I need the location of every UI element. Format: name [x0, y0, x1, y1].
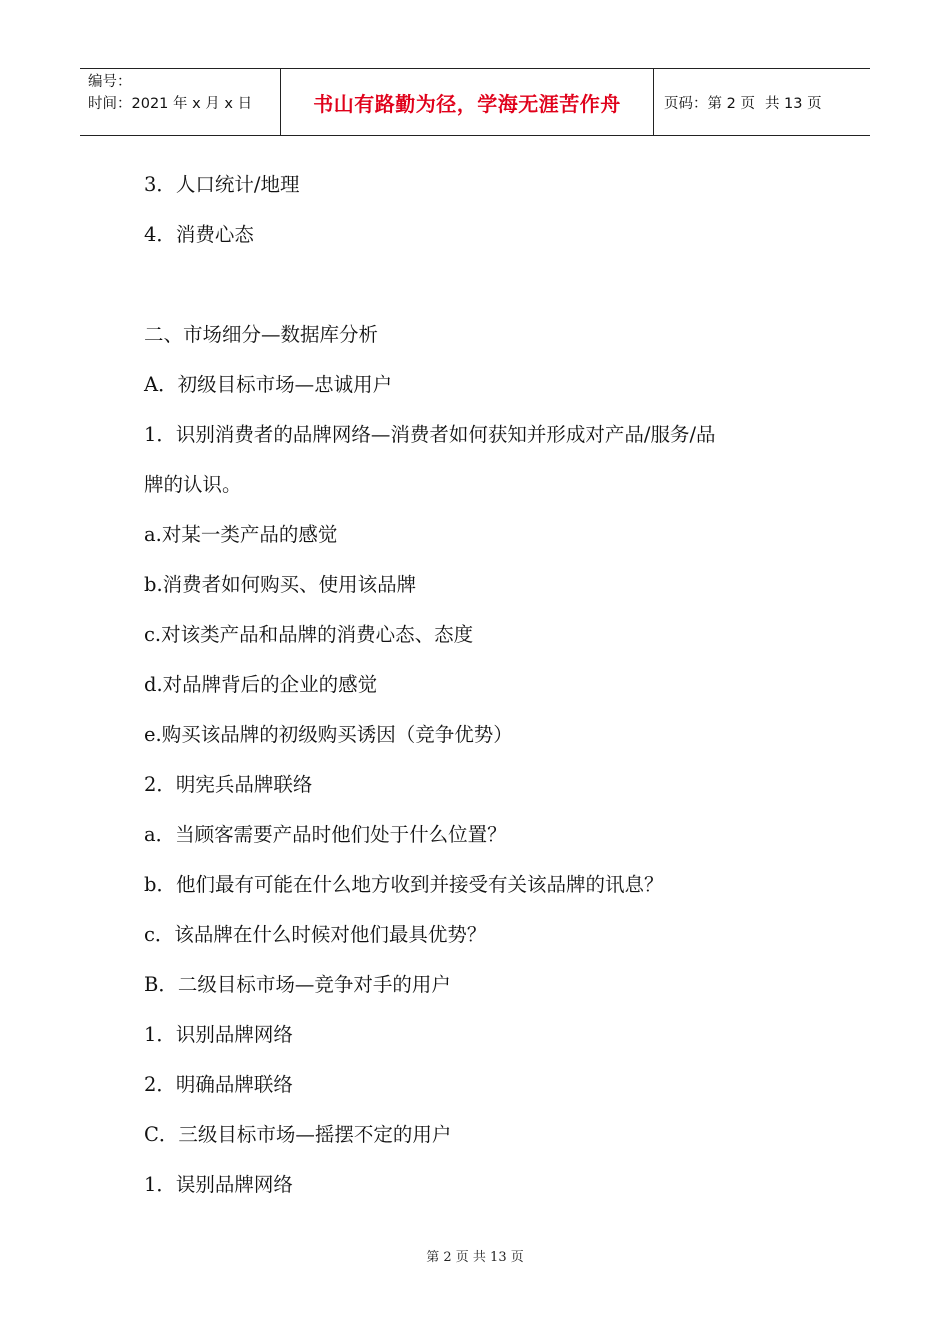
body-line: d.对品牌背后的企业的感觉: [144, 673, 378, 696]
body-line: 2．明确品牌联络: [144, 1073, 293, 1096]
document-body: [144, 160, 824, 1210]
header-motto: 书山有路勤为径，学海无涯苦作舟: [281, 69, 654, 135]
body-line: a．当顾客需要产品时他们处于什么位置？: [144, 823, 507, 846]
body-line: A．初级目标市场—忠诚用户: [144, 373, 393, 396]
document-date-label: 时间：2021 年 x 月 x 日: [88, 96, 253, 112]
body-line: 1．识别消费者的品牌网络—消费者如何获知并形成对产品/服务/品: [144, 423, 716, 446]
page-footer: 第 2 页 共 13 页: [426, 1250, 524, 1265]
body-line: b.消费者如何购买、使用该品牌: [144, 573, 417, 596]
body-line: c．该品牌在什么时候对他们最具优势？: [144, 923, 487, 946]
header-page-info: [654, 69, 870, 135]
body-line: 1．识别品牌网络: [144, 1023, 293, 1046]
body-line: 4．消费心态: [144, 223, 254, 246]
blank-line: [144, 260, 824, 310]
body-line: C．三级目标市场—摇摆不定的用户: [144, 1123, 452, 1146]
page-header: [80, 68, 870, 136]
body-line: 3．人口统计/地理: [144, 173, 300, 196]
body-line: 牌的认识。: [144, 473, 242, 496]
body-line: c.对该类产品和品牌的消费心态、态度: [144, 623, 474, 646]
body-line: B．二级目标市场—竞争对手的用户: [144, 973, 451, 996]
header-meta: [80, 69, 281, 135]
body-line: b．他们最有可能在什么地方收到并接受有关该品牌的讯息？: [144, 873, 664, 896]
body-line: 2．明宪兵品牌联络: [144, 773, 313, 796]
document-number-label: 编号：: [88, 74, 132, 90]
page-number-label: 页码：第 2 页: [664, 95, 755, 112]
body-line: 1．误别品牌网络: [144, 1173, 293, 1196]
page-total-label: 共 13 页: [764, 95, 822, 112]
section-heading: 二、市场细分—数据库分析: [144, 323, 379, 346]
body-line: a.对某一类产品的感觉: [144, 523, 338, 546]
body-line: e.购买该品牌的初级购买诱因（竞争优势）: [144, 723, 513, 746]
